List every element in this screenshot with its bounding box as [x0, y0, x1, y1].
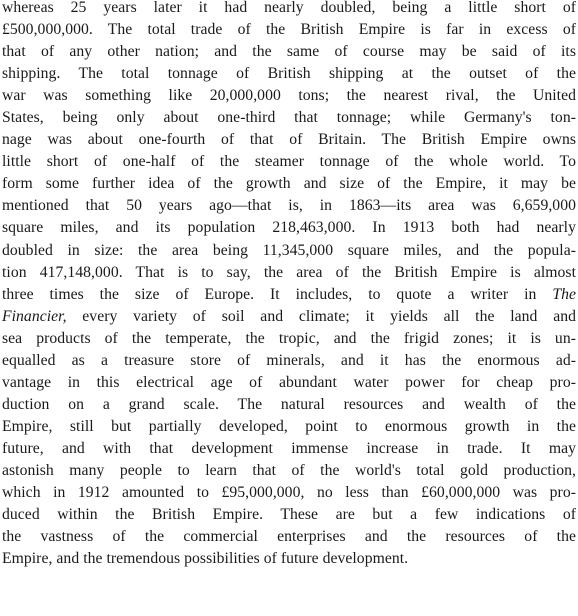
- text-line: astonish many people to learn that of the world's total gold production,: [2, 461, 576, 479]
- text-line: that of any other nation; and the same of course may be said of its: [2, 43, 576, 61]
- body-paragraph: [2, 0, 576, 570]
- text-line: sea products of the temperate, the tropic, and the frigid zones; it is un-: [2, 329, 576, 347]
- text-line: war was something like 20,000,000 tons; the nearest rival, the United: [2, 87, 576, 105]
- text-line: doubled in size: the area being 11,345,000 square miles, and the popula-: [2, 241, 576, 259]
- publication-title-part: Financier,: [2, 307, 67, 325]
- text-line: shipping. The total tonnage of British shipping at the outset of the: [2, 65, 576, 83]
- text-line: vantage in this electrical age of abundant water power for cheap pro-: [2, 373, 576, 391]
- text-line: equalled as a treasure store of minerals, and it has the enormous ad-: [2, 351, 576, 369]
- text-line: nage was about one-fourth of that of Britain. The British Empire owns: [2, 131, 576, 149]
- text-line: [2, 284, 576, 306]
- text-line: the vastness of the commercial enterprises and the resources of the: [2, 528, 576, 546]
- text-segment: three times the size of Europe. It includes, to quote a writer in: [2, 285, 553, 303]
- text-line: square miles, and its population 218,463,000. In 1913 both had nearly: [2, 219, 576, 237]
- text-segment: every variety of soil and climate; it yields all the land and: [66, 307, 576, 325]
- publication-title-part: The: [552, 285, 576, 303]
- text-line: [2, 306, 576, 328]
- text-line: States, being only about one-third that tonnage; while Germany's ton-: [2, 109, 576, 127]
- text-line: duced within the British Empire. These are but a few indications of: [2, 506, 576, 524]
- text-line: £500,000,000. The total trade of the British Empire is far in excess of: [2, 21, 576, 39]
- text-line: tion 417,148,000. That is to say, the area of the British Empire is almost: [2, 263, 576, 281]
- text-line: Empire, and the tremendous possibilities of future development.: [2, 550, 409, 568]
- text-line: whereas 25 years later it had nearly doubled, being a little short of: [2, 0, 576, 16]
- text-line: future, and with that development immense increase in trade. It may: [2, 439, 576, 457]
- text-line: form some further idea of the growth and size of the Empire, it may be: [2, 175, 576, 193]
- text-line: mentioned that 50 years ago—that is, in 1863—its area was 6,659,000: [2, 197, 576, 215]
- text-line: little short of one-half of the steamer tonnage of the whole world. To: [2, 153, 576, 171]
- text-line: duction on a grand scale. The natural resources and wealth of the: [2, 395, 576, 413]
- text-line: Empire, still but partially developed, point to enormous growth in the: [2, 417, 576, 435]
- text-line: which in 1912 amounted to £95,000,000, no less than £60,000,000 was pro-: [2, 484, 576, 502]
